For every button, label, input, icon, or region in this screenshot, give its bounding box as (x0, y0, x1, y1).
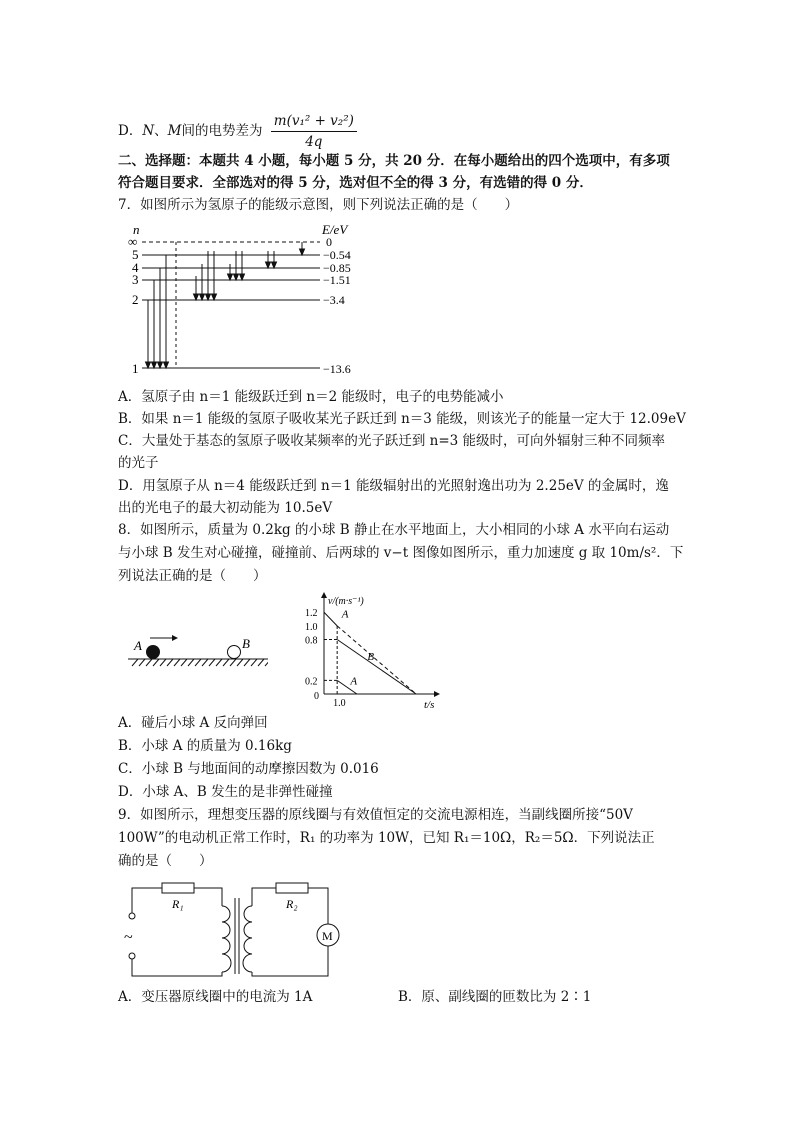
series-line (337, 639, 416, 694)
transition-arrowhead (228, 274, 233, 280)
q9-stem-line1: 9．如图所示，理想变压器的原线圈与有效值恒定的交流电源相连，当副线圈所接“50V (118, 807, 633, 823)
q7-option-c-line1: C．大量处于基态的氢原子吸收某频率的光子跃迁到 n=3 能级时，可向外辐射三种不同频率 (118, 433, 666, 449)
secondary-coil (243, 906, 252, 972)
q8-stem-line3: 列说法正确的是（ ） (118, 568, 267, 584)
transition-arrowhead (300, 249, 305, 255)
transition-arrowhead (234, 274, 239, 280)
x-axis-label: t/s (424, 699, 435, 710)
level-inf-e: 0 (326, 235, 332, 249)
transition-arrowhead (158, 362, 163, 368)
series-label: A (350, 675, 358, 688)
transition-arrowhead (206, 294, 211, 300)
q9-option-a: A．变压器原线圈中的电流为 1A (118, 989, 313, 1005)
terminal-top (129, 913, 135, 919)
q8-stem-line2: 与小球 B 发生对心碰撞，碰撞前、后两球的 v−t 图像如图所示，重力加速度 g 取 10m/s²．下 (118, 545, 684, 561)
transition-arrowhead (194, 294, 199, 300)
hatch-mark (160, 659, 166, 666)
hatch-mark (181, 659, 187, 666)
level-5-e: −0.54 (323, 248, 351, 262)
q7-option-d-line2: 出的光电子的最大初动能为 10.5eV (118, 500, 333, 516)
y-tick-label: 0.8 (305, 635, 318, 647)
transition-arrowhead (164, 362, 169, 368)
level-2-e: −3.4 (323, 293, 345, 307)
series-label: B (367, 650, 375, 663)
hatch-mark (251, 659, 257, 666)
level-2-n: 2 (132, 292, 139, 307)
q6-option-d: D．N、M间的电势差为 $\frac{\text{m(v₁² + v₂²)}}{4q}$ (118, 112, 357, 151)
level-4-n: 4 (132, 260, 139, 275)
origin-label: 0 (314, 691, 319, 702)
transition-arrowhead (240, 274, 245, 280)
e-axis-label: E/eV (322, 222, 348, 237)
y-tick-label: 1.2 (305, 608, 318, 620)
q8-option-b: B．小球 A 的质量为 0.16kg (118, 738, 292, 754)
ball-a (146, 645, 160, 659)
y-axis-arrow (321, 592, 327, 598)
energy-level-diagram (118, 218, 378, 384)
transformer-circuit (122, 876, 352, 982)
resistor-r1 (162, 883, 194, 893)
ac-source-symbol: ~ (124, 929, 133, 946)
transition-arrowhead (266, 262, 271, 268)
collision-figure (128, 630, 268, 670)
level-inf-n: ∞ (128, 234, 138, 249)
hatch-mark (153, 659, 159, 666)
arrow-head (172, 635, 178, 641)
ball-b-label: B (242, 636, 250, 651)
r1-label: R₁ (172, 897, 184, 911)
transition-arrowhead (146, 362, 151, 368)
hatch-mark (174, 659, 180, 666)
hatch-mark (146, 659, 152, 666)
q9-option-b: B．原、副线圈的匝数比为 2∶1 (398, 989, 592, 1005)
series-line (324, 612, 337, 626)
potential-difference-fraction: $\frac{\text{m(v₁² + v₂²)}}{4q}$ (271, 112, 357, 151)
terminal-bottom (129, 953, 135, 959)
y-tick-label: 1.0 (305, 621, 318, 633)
hatch-mark (167, 659, 173, 666)
q8-option-c: C．小球 B 与地面间的动摩擦因数为 0.016 (118, 761, 379, 777)
q8-option-a: A．碰后小球 A 反向弹回 (118, 715, 268, 731)
hatch-mark (223, 659, 229, 666)
hatch-mark (244, 659, 250, 666)
n-axis-label: n (133, 222, 140, 237)
q9-stem-line2: 100W”的电动机正常工作时，R₁ 的功率为 10W，已知 R₁＝10Ω，R₂＝5Ω．下列说法正 (118, 830, 655, 846)
level-4-e: −0.85 (323, 261, 351, 275)
x-tick-label: 1.0 (333, 698, 346, 709)
hatch-mark (209, 659, 215, 666)
vt-chart (300, 590, 440, 710)
hatch-mark (237, 659, 243, 666)
y-tick-label: 0.2 (305, 676, 318, 688)
q8-option-d: D．小球 A、B 发生的是非弹性碰撞 (118, 784, 333, 800)
ground-hatch (132, 659, 268, 666)
primary-coil (222, 906, 231, 972)
series-label: A (341, 608, 349, 621)
hatch-mark (230, 659, 236, 666)
motor-label: M (322, 929, 333, 943)
transition-arrowhead (212, 294, 217, 300)
level-3-n: 3 (132, 272, 139, 287)
transition-arrowhead (152, 362, 157, 368)
level-1-n: 1 (132, 361, 139, 376)
hatch-mark (195, 659, 201, 666)
r2-label: R₂ (286, 897, 298, 911)
q7-stem: 7．如图所示为氢原子的能级示意图，则下列说法正确的是（ ） (118, 197, 519, 213)
q9-stem-line3: 确的是（ ） (118, 853, 213, 869)
level-3-e: −1.51 (323, 273, 351, 287)
level-5-n: 5 (132, 247, 139, 262)
ball-a-label: A (134, 638, 142, 653)
hatch-mark (258, 659, 264, 666)
transition-arrowhead (272, 262, 277, 268)
section2-line1: 二、选择题：本题共 4 小题，每小题 5 分，共 20 分．在每小题给出的四个选项中，有多项 (118, 153, 670, 169)
level-1-e: −13.6 (323, 362, 351, 376)
hatch-mark (202, 659, 208, 666)
q7-option-d-line1: D．用氢原子从 n＝4 能级跃迁到 n＝1 能级辐射出的光照射逸出功为 2.25eV 的金属时，逸 (118, 478, 669, 494)
q8-stem-line1: 8．如图所示，质量为 0.2kg 的小球 B 静止在水平地面上，大小相同的小球 A 水平向右运动 (118, 522, 670, 538)
q7-option-b: B．如果 n＝1 能级的氢原子吸收某光子跃迁到 n＝3 能级，则该光子的能量一定大于 12.09eV (118, 411, 686, 427)
hatch-mark (188, 659, 194, 666)
hatch-mark (265, 659, 268, 666)
series-line (337, 626, 416, 694)
q7-option-c-line2: 的光子 (118, 455, 159, 471)
hatch-mark (139, 659, 145, 666)
x-axis-arrow (434, 691, 440, 697)
transition-arrows (146, 242, 305, 368)
transition-arrowhead (200, 294, 205, 300)
q7-option-a: A．氢原子由 n＝1 能级跃迁到 n＝2 能级时，电子的电势能减小 (118, 389, 504, 405)
hatch-mark (216, 659, 222, 666)
section2-line2: 符合题目要求．全部选对的得 5 分，选对但不全的得 3 分，有选错的得 0 分． (118, 175, 593, 191)
y-axis-label: v/(m·s⁻¹) (328, 596, 364, 607)
resistor-r2 (276, 883, 308, 893)
hatch-mark (132, 659, 138, 666)
ball-b (228, 646, 241, 659)
